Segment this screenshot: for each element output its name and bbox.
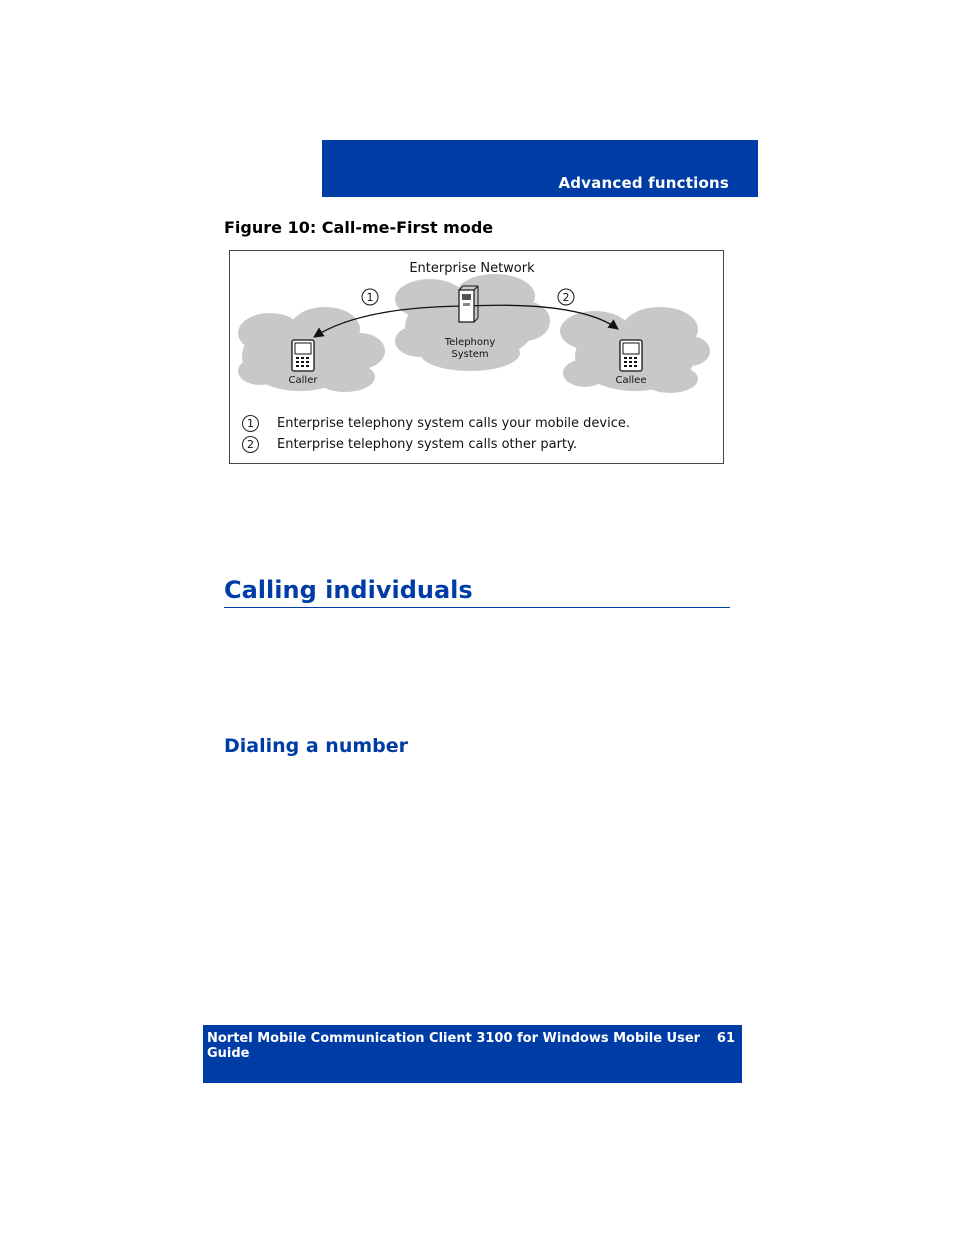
caller-label: Caller (288, 375, 318, 386)
server-label-line2: System (451, 349, 489, 360)
heading-dialing-a-number: Dialing a number (224, 735, 409, 757)
legend-item-1 (242, 415, 630, 432)
legend-marker-2: 2 (242, 436, 259, 453)
step1-marker: 1 (366, 291, 374, 304)
page-number: 61 (716, 1031, 735, 1046)
footer-bar (203, 1025, 742, 1083)
section-title: Advanced functions (558, 174, 729, 192)
callee-label: Callee (615, 375, 647, 386)
network-label: Enterprise Network (409, 261, 535, 276)
legend-text-1: Enterprise telephony system calls your mobile device. (277, 416, 631, 431)
legend-item-2 (242, 436, 577, 453)
figure-caption: Figure 10: Call-me-First mode (224, 218, 494, 237)
legend-text-2: Enterprise telephony system calls other party. (277, 437, 577, 452)
footer-doc-title: Nortel Mobile Communication Client 3100 for Windows Mobile User Guide (207, 1031, 701, 1061)
callee-phone-icon (620, 340, 642, 371)
figure-call-me-first (229, 250, 724, 464)
header-bar (322, 140, 758, 197)
step2-marker: 2 (562, 291, 570, 304)
heading-calling-individuals: Calling individuals (224, 576, 730, 608)
caller-phone-icon (292, 340, 314, 371)
server-label-line1: Telephony (444, 337, 496, 348)
legend-marker-1: 1 (242, 415, 259, 432)
